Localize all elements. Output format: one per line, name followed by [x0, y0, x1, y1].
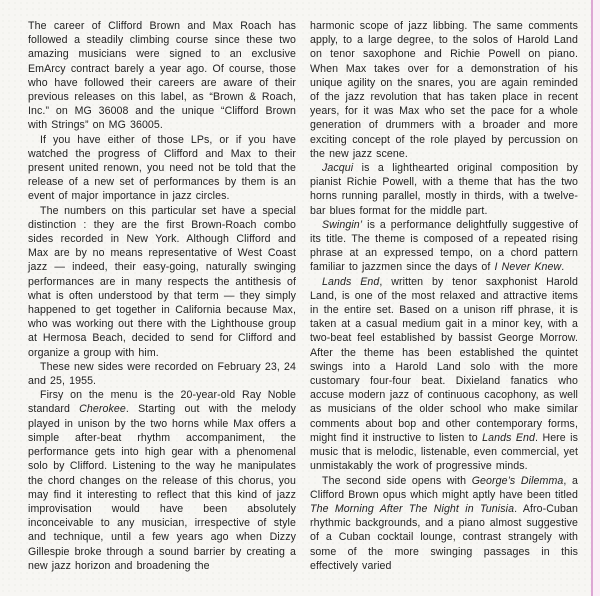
paragraph	[310, 161, 578, 218]
italic-title-text: Jacqui	[322, 162, 354, 175]
italic-title-text: Lands End	[482, 431, 536, 444]
column-right	[310, 19, 578, 573]
text-columns	[28, 19, 578, 573]
paragraph	[310, 19, 578, 161]
paragraph	[28, 360, 296, 388]
italic-title-text: Swingin’	[322, 218, 363, 231]
paragraph	[310, 218, 578, 275]
text-run: is a performance delightfully suggestive of its title. The theme is composed of a repeated rising phrase at an expressed tempo, on a chord pattern familiar to jazzmen since the days of	[310, 218, 578, 274]
text-run: The second side opens with	[322, 474, 472, 487]
paragraph	[28, 133, 296, 204]
paragraph	[310, 474, 578, 573]
text-run: .	[561, 261, 565, 274]
text-run: harmonic scope of jazz libbing. The same comments apply, to a large degree, to the solos of Harold Land on tenor saxophone and Richie Powell on piano. When Max takes over for a demonstration of his unique agility on the snares, you are again reminded of the jazz revolution that has taken place in recent years, for it was Max who set the pace for a whole generation of drummers with a broader and more exciting concept of the role played by percussion on the new jazz scene.	[310, 20, 578, 160]
italic-title-text: Lands End	[322, 275, 380, 288]
italic-title-text: Cherokee	[79, 403, 126, 416]
text-run: . Starting out with the melody played in unison by the two horns while Max offers a simple after-beat rhythm accompaniment, the performance gets into high gear with a phenomenal solo by Clifford. Listening to the way he manipulates the chord changes on the release of this chorus, you may find it interesting to reflect that this kind of jazz improvisation would have been absolutely inconceivable to any musician, irrespective of style and technique, until a few years ago when Dizzy Gillespie broke through a sound barrier by creating a new jazz horizon and broadening the	[28, 403, 296, 572]
text-run: If you have either of those LPs, or if you have watched the progress of Clifford and Max to their present united renown, you need not be told that the release of a new set of performances by them is an event of major importance in jazz circles.	[28, 133, 296, 203]
text-run: The numbers on this particular set have a special distinction : they are the first Brown-Roach combo sides recorded in New York. Although Clifford and Max are by no means representative of West Coast jazz — indeed, their easy-going, naturally swinging performances are in many respects the antithesis of what is often understood by that term — they simply happened to get together in California because Max, who was working out there with the Lighthouse group at Hermosa Beach, decided to send for Clifford and organize a group with him.	[28, 204, 296, 359]
text-run: Firsy on the menu is the 20-year-old Ray Noble standard	[28, 389, 296, 416]
page-edge-strip	[591, 0, 600, 596]
text-run: These new sides were recorded on February 23, 24 and 25, 1955.	[28, 360, 296, 388]
paragraph	[28, 204, 296, 360]
paragraph	[28, 388, 296, 573]
text-run: . Here is music that is melodic, listenable, even commercial, yet unmistakably the work of progressive minds.	[310, 431, 579, 473]
text-run: is a lighthearted original composition by pianist Richie Powell, with a theme that has the two horns running parallel, mostly in thirds, with a twelve-bar blues format for the middle part.	[310, 162, 578, 217]
column-left	[28, 19, 296, 573]
paragraph	[28, 19, 296, 133]
italic-title-text: George’s Dilemma	[471, 474, 564, 487]
paragraph	[310, 275, 578, 474]
text-run: . Afro-Cuban rhythmic backgrounds, and a piano almost suggestive of a Cuban cocktail lounge, contrast strangely with some of the more swinging passages in this effectively varied	[310, 502, 578, 572]
text-run: , a Clifford Brown opus which might aptly have been titled	[310, 474, 578, 501]
text-run: The career of Clifford Brown and Max Roach has followed a steadily climbing course since these two amazing musicians were signed to an exclusive EmArcy contract barely a year ago. Of course, those who have followed their careers are aware of their previous releases on this label, as “Brown & Roach, Inc.” on MG 36008 and the unique “Clifford Brown with Strings” on MG 36005.	[28, 20, 296, 132]
text-run: , written by tenor saxphonist Harold Land, is one of the most relaxed and attractive items in the entire set. Based on a unison riff phrase, it is taken at a casual medium gait in a minor key, with a two-beat feel established by bassist George Morrow. After the theme has been established the quintet swings into a Harold Land solo with the more customary four-four beat. Dixieland fanatics who accuse modern jazz of continuous cacophony, as well as musicians of the older school who make similar comments about bop and other contemporary forms, might find it instructive to listen to	[310, 275, 578, 444]
italic-title-text: The Morning After The Night in Tunisia	[310, 502, 515, 515]
italic-title-text: I Never Knew	[494, 261, 562, 274]
